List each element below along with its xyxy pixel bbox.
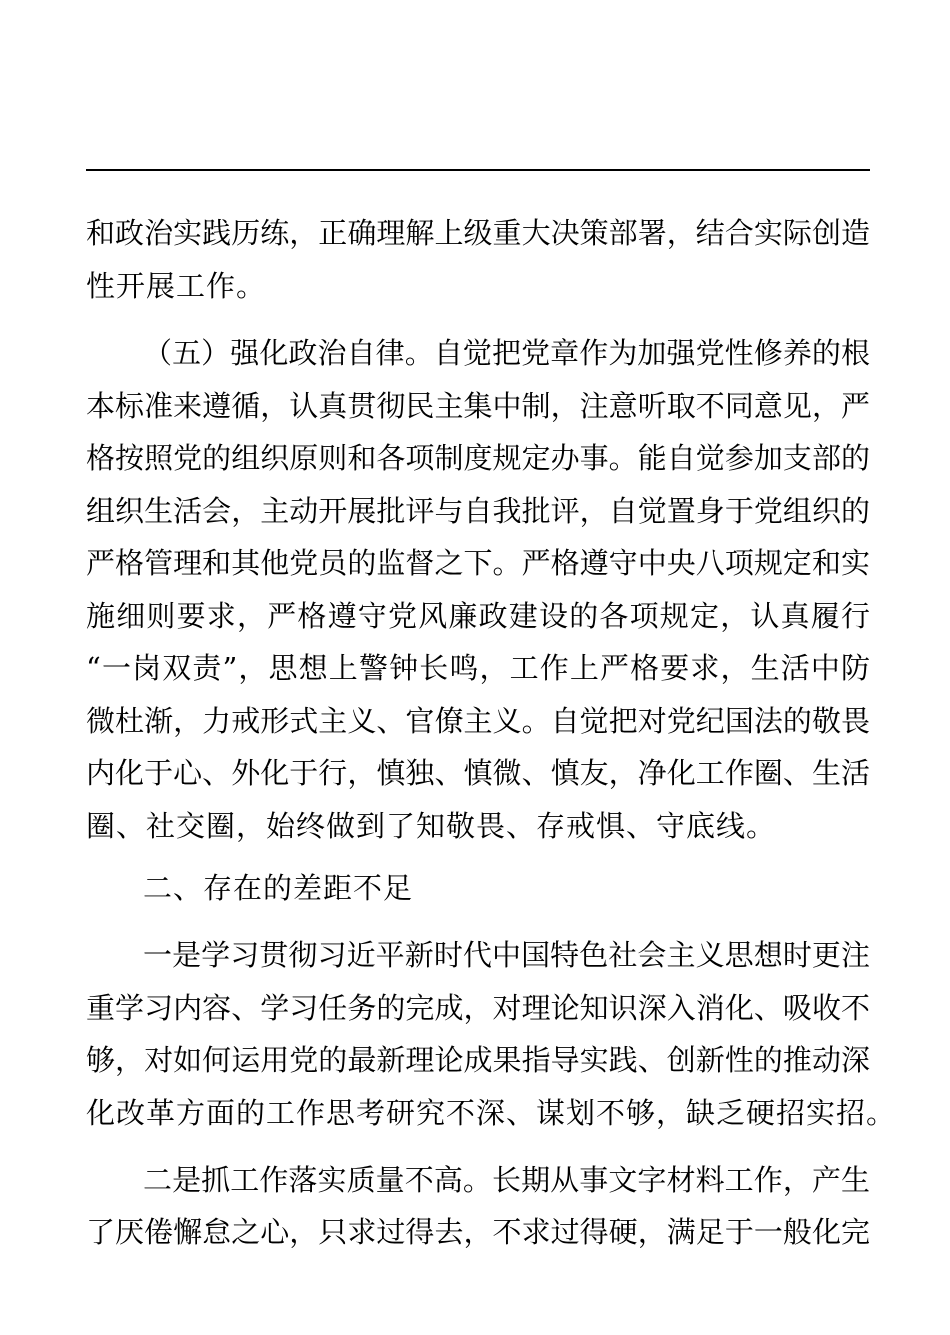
text-line: 内化于心、外化于行，慎独、慎微、慎友，净化工作圈、生活: [86, 756, 870, 790]
text-line: 化改革方面的工作思考研究不深、谋划不够，缺乏硬招实招。: [86, 1096, 897, 1130]
text-line: 和政治实践历练，正确理解上级重大决策部署，结合实际创造: [86, 216, 870, 250]
text-line: 本标准来遵循，认真贯彻民主集中制，注意听取不同意见，严: [86, 389, 870, 423]
text-line: 性开展工作。: [86, 269, 267, 303]
text-line: 够，对如何运用党的最新理论成果指导实践、创新性的推动深: [86, 1043, 870, 1077]
text-line: 施细则要求，严格遵守党风廉政建设的各项规定，认真履行: [86, 599, 870, 633]
text-line: 了厌倦懈怠之心，只求过得去，不求过得硬，满足于一般化完: [86, 1215, 870, 1249]
text-line: 重学习内容、学习任务的完成，对理论知识深入消化、吸收不: [86, 991, 870, 1025]
text-line: “一岗双责”，思想上警钟长鸣，工作上严格要求，生活中防: [86, 651, 870, 685]
text-line: 圈、社交圈，始终做到了知敬畏、存戒惧、守底线。: [86, 809, 777, 843]
section-heading: 二、存在的差距不足: [143, 871, 414, 905]
text-line: 严格管理和其他党员的监督之下。严格遵守中央八项规定和实: [86, 546, 870, 580]
text-line: 组织生活会，主动开展批评与自我批评，自觉置身于党组织的: [86, 494, 870, 528]
header-rule: [86, 169, 870, 171]
text-line: 格按照党的组织原则和各项制度规定办事。能自觉参加支部的: [86, 441, 870, 475]
text-line: 微杜渐，力戒形式主义、官僚主义。自觉把对党纪国法的敬畏: [86, 704, 870, 738]
text-line: 一是学习贯彻习近平新时代中国特色社会主义思想时更注: [143, 938, 870, 972]
paragraph-heading-line: （五）强化政治自律。自觉把党章作为加强党性修养的根: [143, 336, 870, 370]
text-line: 二是抓工作落实质量不高。长期从事文字材料工作，产生: [143, 1163, 870, 1197]
